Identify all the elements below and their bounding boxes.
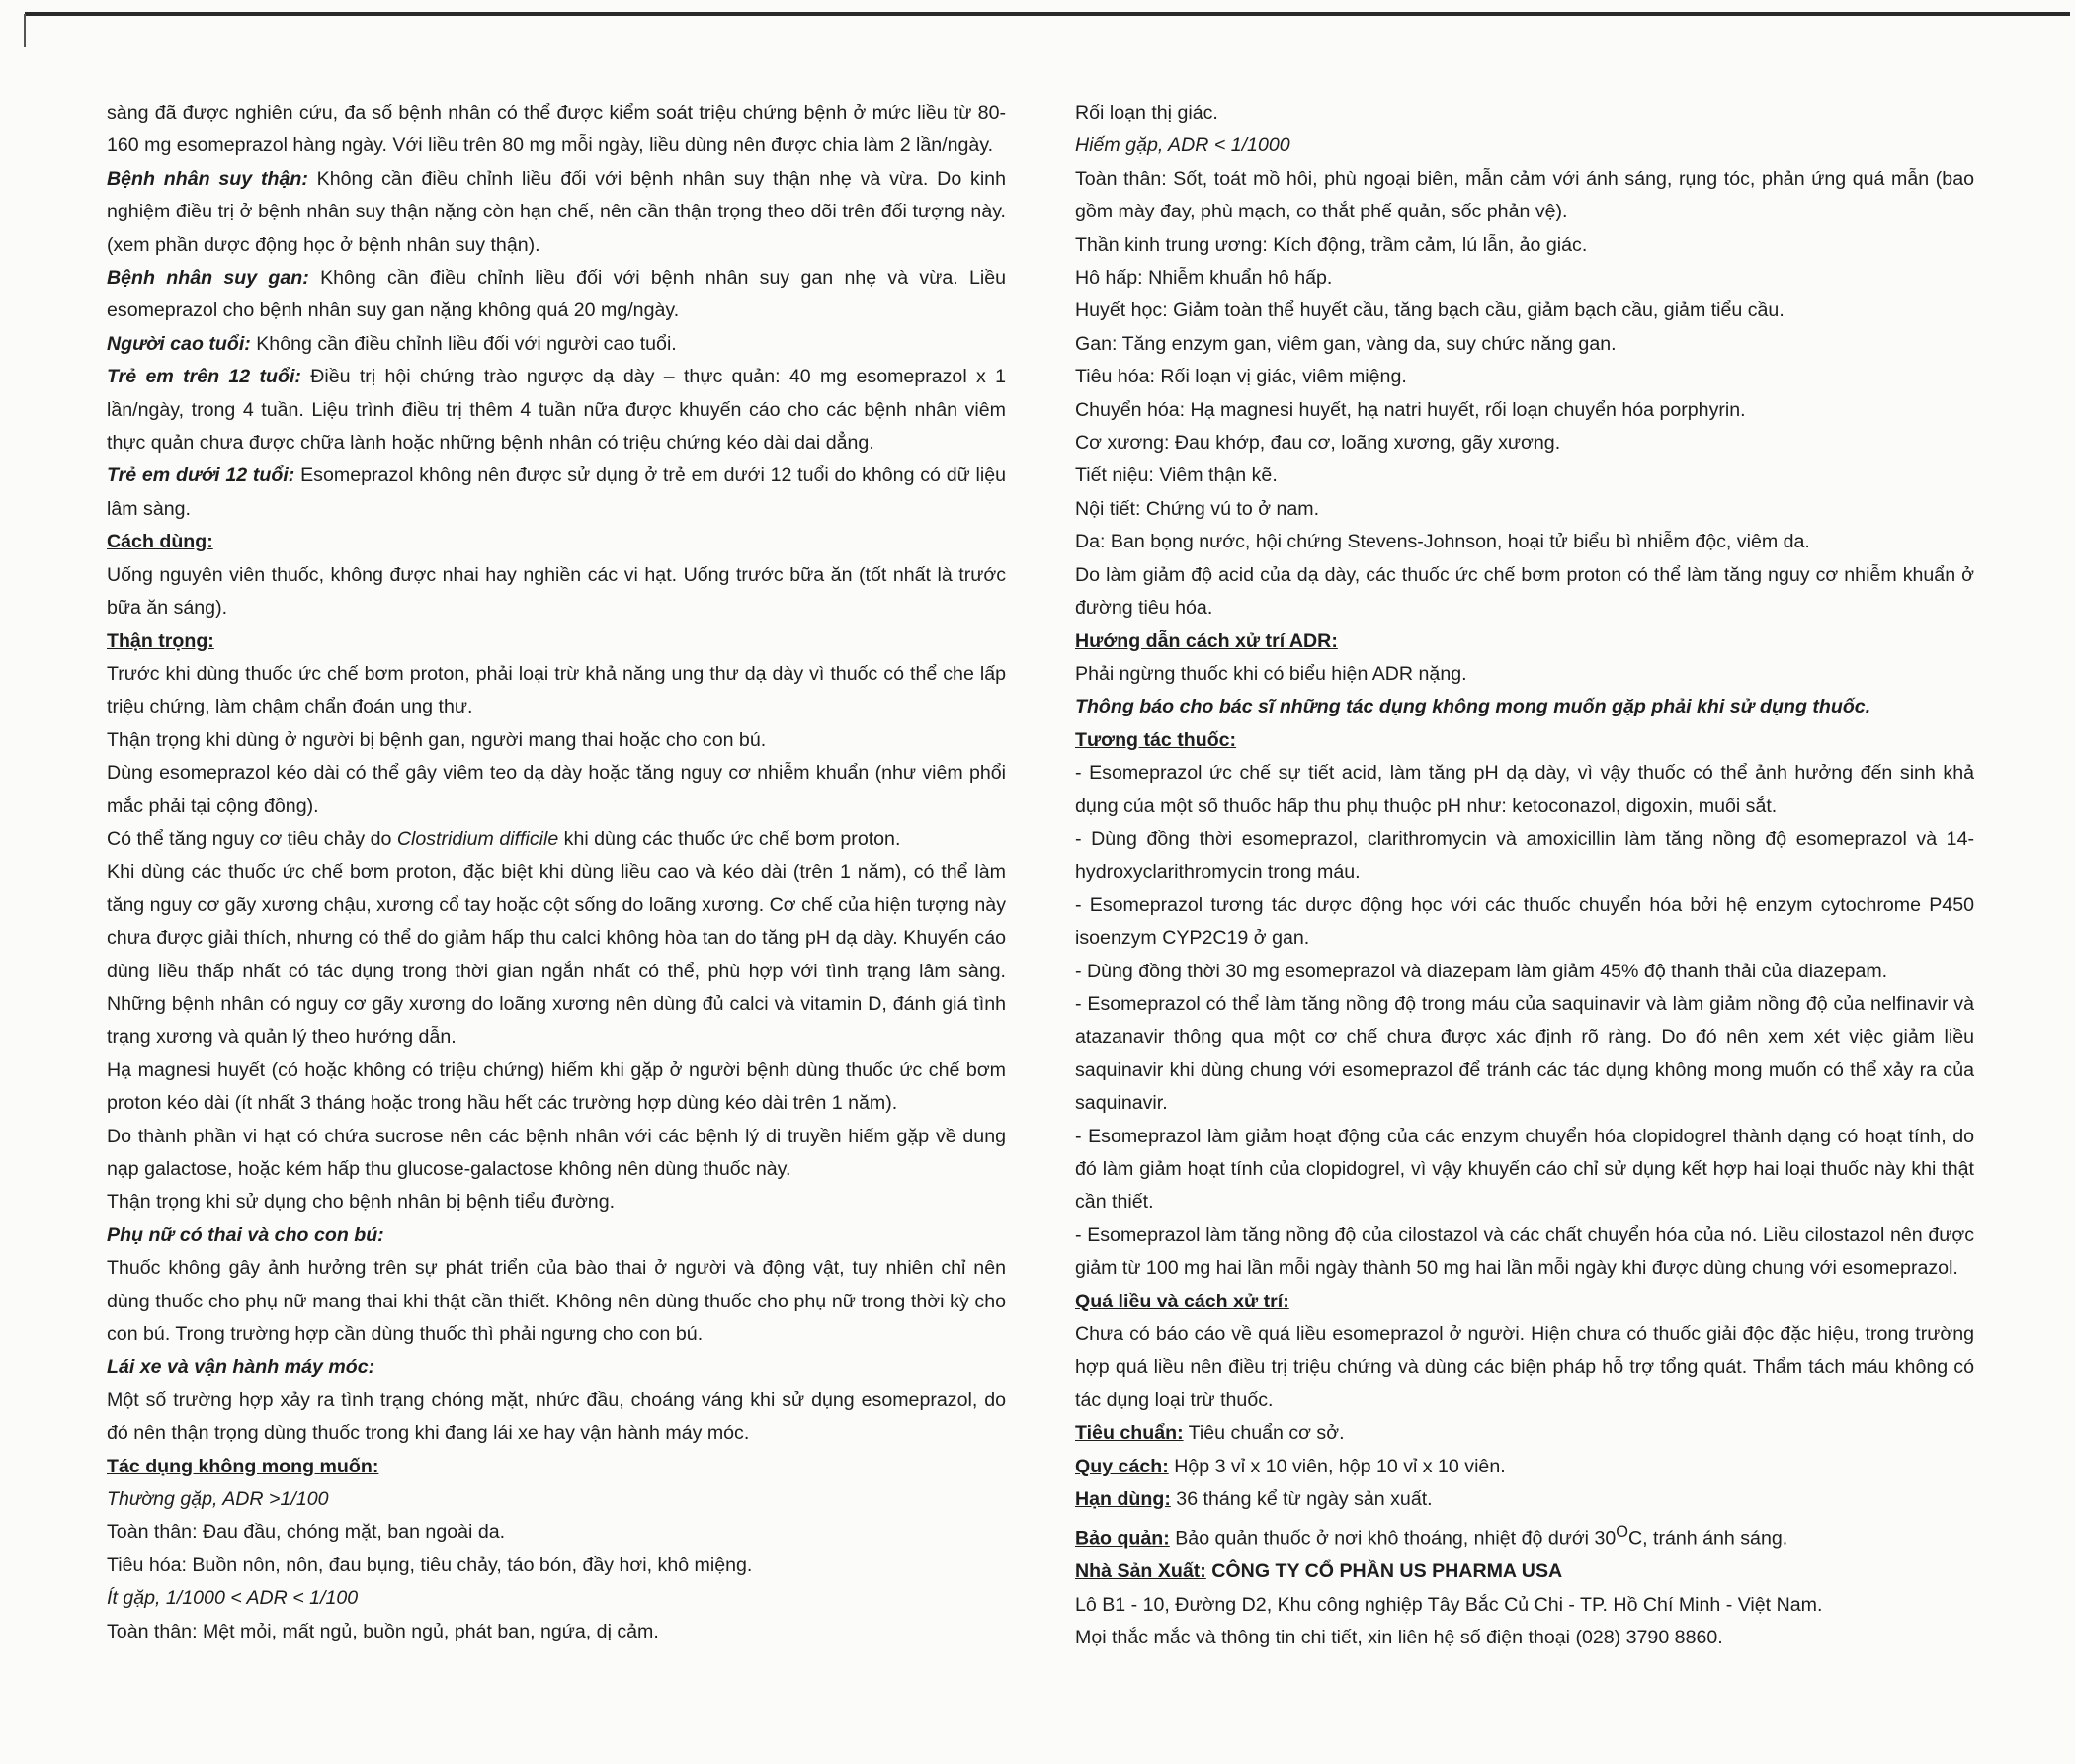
standard-text: Tiêu chuẩn cơ sở.: [1183, 1422, 1345, 1445]
rare-item: Nội tiết: Chứng vú to ở nam.: [1075, 497, 1320, 520]
rare-item: Tiết niệu: Viêm thận kẽ.: [1075, 464, 1278, 487]
manufacturer-address: Lô B1 - 10, Đường D2, Khu công nghiệp Tây Bắc Củ Chi - TP. Hồ Chí Minh - Việt Nam.: [1075, 1593, 1823, 1616]
rare-item: Chuyển hóa: Hạ magnesi huyết, hạ natri huyết, rối loạn chuyển hóa porphyrin.: [1075, 398, 1746, 421]
manufacturer-contact: Mọi thắc mắc và thông tin chi tiết, xin liên hệ số điện thoại (028) 3790 8860.: [1075, 1627, 1723, 1649]
storage-label: Bảo quản:: [1075, 1528, 1170, 1550]
pregnancy-text: Thuốc không gây ảnh hưởng trên sự phát triển của bào thai ở người và động vật, tuy nhiên chỉ nên dùng thuốc cho phụ nữ mang thai khi thật cần thiết. Không nên dùng thuốc cho phụ nữ trong thời kỳ cho con bú. Trong trường hợp cần dùng thuốc thì phải ngưng cho con bú.: [107, 1257, 1006, 1346]
rare-label: Hiếm gặp, ADR < 1/1000: [1075, 134, 1290, 157]
manufacturer-label: Nhà Sản Xuất:: [1075, 1560, 1206, 1583]
hepatic-text: Không cần điều chỉnh liều đối với bệnh nhân suy gan nhẹ và vừa. Liều esomeprazol cho bệnh nhân suy gan nặng không quá 20 mg/ngày.: [107, 267, 1006, 322]
elderly-label: Người cao tuổi:: [107, 332, 251, 355]
pregnancy-heading: Phụ nữ có thai và cho con bú:: [107, 1223, 384, 1246]
elderly-paragraph: [107, 328, 1006, 361]
rare-item: Tiêu hóa: Rối loạn vị giác, viêm miệng.: [1075, 366, 1407, 388]
adverse-common-2: Tiêu hóa: Buồn nôn, nôn, đau bụng, tiêu chảy, táo bón, đầy hơi, khô miệng.: [107, 1554, 753, 1576]
uncommon-continuation: Rối loạn thị giác.: [1075, 102, 1218, 124]
children-under-12-label: Trẻ em dưới 12 tuổi:: [107, 464, 295, 487]
elderly-text: Không cần điều chỉnh liều đối với người cao tuổi.: [250, 332, 677, 355]
shelf-life-text: 36 tháng kể từ ngày sản xuất.: [1170, 1488, 1433, 1511]
renal-label: Bệnh nhân suy thận:: [107, 167, 308, 190]
precautions-p8: Thận trọng khi sử dụng cho bệnh nhân bị bệnh tiểu đường.: [107, 1191, 616, 1214]
adr-notice: Thông báo cho bác sĩ những tác dụng không mong muốn gặp phải khi sử dụng thuốc.: [1075, 696, 1871, 718]
administration-heading: Cách dùng:: [107, 531, 213, 553]
packaging-text: Hộp 3 vỉ x 10 viên, hộp 10 vỉ x 10 viên.: [1168, 1455, 1506, 1477]
interactions-heading: Tương tác thuốc:: [1075, 728, 1237, 751]
rare-item: Do làm giảm độ acid của dạ dày, các thuốc ức chế bơm proton có thể làm tăng nguy cơ nhiễm khuẩn ở đường tiêu hóa.: [1075, 563, 1974, 620]
standard-line: [1075, 1417, 1974, 1450]
precautions-p4-before: Có thể tăng nguy cơ tiêu chảy do: [107, 827, 397, 850]
precautions-p3: Dùng esomeprazol kéo dài có thể gây viêm teo dạ dày hoặc tăng nguy cơ nhiễm khuẩn (như viêm phổi mắc phải tại cộng đồng).: [107, 762, 1006, 817]
adverse-common-label: Thường gặp, ADR >1/100: [107, 1488, 329, 1511]
interaction-item: - Esomeprazol làm tăng nồng độ của cilostazol và các chất chuyển hóa của nó. Liều cilostazol nên được giảm từ 100 mg hai lần mỗi ngày thành 50 mg hai lần mỗi ngày khi được dùng chung với esomeprazol.: [1075, 1223, 1974, 1280]
interaction-item: - Dùng đồng thời esomeprazol, clarithromycin và amoxicillin làm tăng nồng độ esomeprazol và 14-hydroxyclarithromycin trong máu.: [1075, 827, 1974, 883]
rare-item: Hô hấp: Nhiễm khuẩn hô hấp.: [1075, 267, 1333, 290]
storage-degree: O: [1616, 1523, 1628, 1542]
interaction-item: - Esomeprazol ức chế sự tiết acid, làm tăng pH dạ dày, vì vậy thuốc có thể ảnh hưởng đến sinh khả dụng của một số thuốc hấp thu phụ thuộc pH như: ketoconazol, digoxin, muối sắt.: [1075, 762, 1974, 817]
children-under-12-paragraph: [107, 460, 1006, 526]
dosing-continuation: sàng đã được nghiên cứu, đa số bệnh nhân có thể được kiểm soát triệu chứng bệnh ở mức liều từ 80-160 mg esomeprazol hàng ngày. Với liều trên 80 mg mỗi ngày, liều dùng nên được chia làm 2 lần/ngày.: [107, 102, 1006, 157]
storage-text-before: Bảo quản thuốc ở nơi khô thoáng, nhiệt độ dưới 30: [1169, 1528, 1617, 1550]
rare-item: Cơ xương: Đau khớp, đau cơ, loãng xương, gãy xương.: [1075, 432, 1561, 455]
driving-text: Một số trường hợp xảy ra tình trạng chóng mặt, nhức đầu, choáng váng khi sử dụng esomeprazol, do đó nên thận trọng dùng thuốc trong khi đang lái xe hay vận hành máy móc.: [107, 1388, 1006, 1445]
hepatic-label: Bệnh nhân suy gan:: [107, 267, 309, 290]
shelf-life-line: [1075, 1483, 1974, 1516]
packaging-label: Quy cách:: [1075, 1455, 1169, 1477]
rare-item: Toàn thân: Sốt, toát mồ hôi, phù ngoại biên, mẫn cảm với ánh sáng, rụng tóc, phản ứng quá mẫn (bao gồm mày đay, phù mạch, co thắt phế quản, sốc phản vệ).: [1075, 167, 1974, 223]
precautions-p1: Trước khi dùng thuốc ức chế bơm proton, phải loại trừ khả năng ung thư dạ dày vì thuốc có thể che lấp triệu chứng, làm chậm chẩn đoán ung thư.: [107, 662, 1006, 718]
storage-line: [1075, 1516, 1974, 1555]
standard-label: Tiêu chuẩn:: [1075, 1422, 1184, 1445]
overdose-text: Chưa có báo cáo về quá liều esomeprazol ở người. Hiện chưa có thuốc giải độc đặc hiệu, trong trường hợp quá liều nên điều trị triệu chứng và dùng các biện pháp hỗ trợ tổng quát. Thẩm tách máu không có tác dụng loại trừ thuốc.: [1075, 1323, 1974, 1411]
adr-guide-heading: Hướng dẫn cách xử trí ADR:: [1075, 630, 1338, 652]
rare-item: Thần kinh trung ương: Kích động, trầm cảm, lú lẫn, ảo giác.: [1075, 233, 1588, 256]
manufacturer-line: [1075, 1555, 1974, 1588]
right-column: [1075, 97, 1974, 1655]
administration-text: Uống nguyên viên thuốc, không được nhai hay nghiền các vi hạt. Uống trước bữa ăn (tốt nhất là trước bữa ăn sáng).: [107, 563, 1006, 620]
interaction-item: - Dùng đồng thời 30 mg esomeprazol và diazepam làm giảm 45% độ thanh thải của diazepam.: [1075, 960, 1888, 982]
children-over-12-label: Trẻ em trên 12 tuổi:: [107, 366, 301, 388]
storage-text-after: C, tránh ánh sáng.: [1627, 1528, 1788, 1550]
precautions-p6: Hạ magnesi huyết (có hoặc không có triệu chứng) hiếm khi gặp ở người bệnh dùng thuốc ức chế bơm proton kéo dài (ít nhất 3 tháng hoặc trong hầu hết các trường hợp dùng kéo dài trên 1 năm).: [107, 1058, 1006, 1115]
precautions-p5: Khi dùng các thuốc ức chế bơm proton, đặc biệt khi dùng liều cao và kéo dài (trên 1 năm), có thể làm tăng nguy cơ gãy xương chậu, xương cổ tay hoặc cột sống do loãng xương. Cơ chế của hiện tượng này chưa được giải thích, nhưng có thể do giảm hấp thu calci không hòa tan do tăng pH dạ dày. Khuyến cáo dùng liều thấp nhất có tác dụng trong thời gian ngắn nhất có thể, phù hợp với tình trạng lâm sàng. Những bệnh nhân có nguy cơ gãy xương do loãng xương nên dùng đủ calci và vitamin D, đánh giá tình trạng xương và quản lý theo hướng dẫn.: [107, 861, 1006, 1049]
rare-item: Gan: Tăng enzym gan, viêm gan, vàng da, suy chức năng gan.: [1075, 332, 1617, 355]
driving-heading: Lái xe và vận hành máy móc:: [107, 1356, 375, 1379]
adverse-uncommon-1: Toàn thân: Mệt mỏi, mất ngủ, buồn ngủ, phát ban, ngứa, dị cảm.: [107, 1620, 659, 1642]
packaging-line: [1075, 1451, 1974, 1483]
adr-guide-text: Phải ngừng thuốc khi có biểu hiện ADR nặng.: [1075, 662, 1467, 685]
children-under-12-text: Esomeprazol không nên được sử dụng ở trẻ em dưới 12 tuổi do không có dữ liệu lâm sàng.: [107, 464, 1006, 520]
renal-paragraph: [107, 163, 1006, 262]
precautions-p4: [107, 823, 1006, 856]
renal-text: Không cần điều chỉnh liều đối với bệnh nhân suy thận nhẹ và vừa. Do kinh nghiệm điều trị ở bệnh nhân suy thận nặng còn hạn chế, nên cần thận trọng theo dõi trên đối tượng này. (xem phần dược động học ở bệnh nhân suy thận).: [107, 167, 1006, 256]
adverse-common-1: Toàn thân: Đau đầu, chóng mặt, ban ngoài da.: [107, 1521, 506, 1544]
top-border-line: [25, 12, 2070, 16]
precautions-p4-after: khi dùng các thuốc ức chế bơm proton.: [558, 827, 901, 850]
shelf-life-label: Hạn dùng:: [1075, 1488, 1171, 1511]
overdose-heading: Quá liều và cách xử trí:: [1075, 1290, 1289, 1312]
rare-item: Da: Ban bọng nước, hội chứng Stevens-Johnson, hoại tử biểu bì nhiễm độc, viêm da.: [1075, 531, 1810, 553]
interaction-item: - Esomeprazol tương tác dược động học với các thuốc chuyển hóa bởi hệ enzym cytochrome P450 isoenzym CYP2C19 ở gan.: [1075, 893, 1974, 950]
children-over-12-paragraph: [107, 361, 1006, 460]
interaction-item: - Esomeprazol làm giảm hoạt động của các enzym chuyển hóa clopidogrel thành dạng có hoạt tính, do đó làm giảm hoạt tính của clopidogrel, vì vậy khuyến cáo chỉ sử dụng kết hợp hai loại thuốc này khi thật cần thiết.: [1075, 1125, 1974, 1214]
precautions-p2: Thận trọng khi dùng ở người bị bệnh gan, người mang thai hoặc cho con bú.: [107, 728, 767, 751]
hepatic-paragraph: [107, 262, 1006, 328]
adverse-heading: Tác dụng không mong muốn:: [107, 1455, 379, 1477]
children-over-12-text: Điều trị hội chứng trào ngược dạ dày – thực quản: 40 mg esomeprazol x 1 lần/ngày, trong 4 tuần. Liệu trình điều trị thêm 4 tuần nữa được khuyến cáo cho các bệnh nhân viêm thực quản chưa được chữa lành hoặc những bệnh nhân có triệu chứng kéo dài dai dẳng.: [107, 366, 1006, 455]
precautions-p7: Do thành phần vi hạt có chứa sucrose nên các bệnh nhân với các bệnh lý di truyền hiếm gặp về dung nạp galactose, hoặc kém hấp thu glucose-galactose không nên dùng thuốc này.: [107, 1125, 1006, 1180]
precautions-p4-organism: Clostridium difficile: [396, 827, 559, 850]
left-border-line: [24, 14, 26, 47]
precautions-heading: Thận trọng:: [107, 630, 214, 652]
rare-item: Huyết học: Giảm toàn thể huyết cầu, tăng bạch cầu, giảm bạch cầu, giảm tiểu cầu.: [1075, 299, 1784, 322]
left-column: [107, 97, 1006, 1648]
manufacturer-name: CÔNG TY CỔ PHẦN US PHARMA USA: [1205, 1560, 1563, 1583]
interaction-item: - Esomeprazol có thể làm tăng nồng độ trong máu của saquinavir và làm giảm nồng độ của nelfinavir và atazanavir thông qua một cơ chế chưa được xác định rõ ràng. Do đó nên xem xét việc giảm liều saquinavir khi dùng chung với esomeprazol để tránh các tác dụng không mong muốn có thể xảy ra của saquinavir.: [1075, 992, 1974, 1115]
adverse-uncommon-label: Ít gặp, 1/1000 < ADR < 1/100: [107, 1587, 359, 1610]
